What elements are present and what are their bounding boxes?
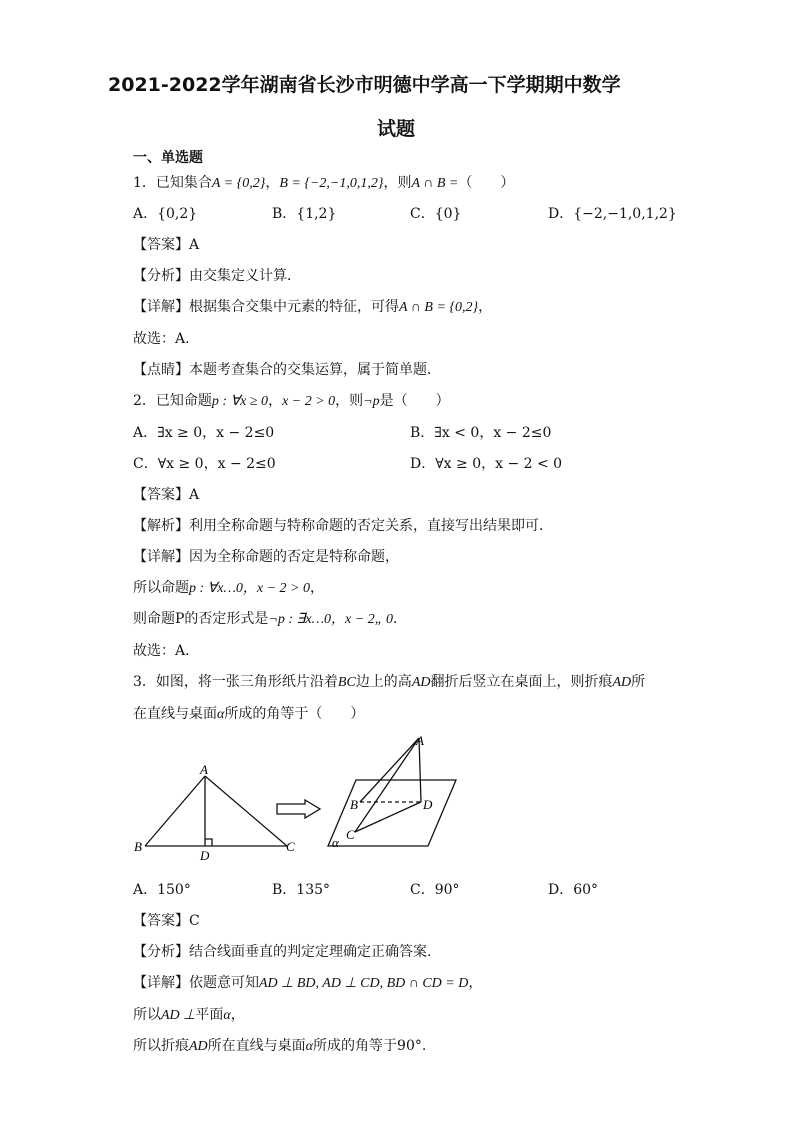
- q3-figure: [130, 730, 470, 865]
- right-angle-mark: [205, 839, 212, 846]
- folded-edge-ab: [360, 738, 419, 802]
- transform-arrow-icon: [277, 800, 320, 818]
- q2-analysis: 【解析】利用全称命题与特称命题的否定关系，直接写出结果即可．: [133, 518, 553, 534]
- q3-detail: 【详解】依题意可知AD ⊥ BD, AD ⊥ CD, BD ∩ CD = D，: [133, 975, 483, 991]
- q3-option-c: C．90°: [410, 882, 460, 898]
- label-b-right: B: [350, 797, 358, 812]
- label-c-right: C: [346, 827, 355, 842]
- q3-stem-line2: 在直线与桌面α所成的角等于（ ）: [133, 706, 365, 722]
- label-b-left: B: [134, 839, 142, 854]
- section-heading: 一、单选题: [133, 150, 203, 166]
- label-a-left: A: [200, 762, 208, 777]
- triangle-edge-ac: [205, 776, 287, 846]
- q1-conclusion: 故选：A.: [133, 331, 190, 347]
- q1-comment: 【点睛】本题考查集合的交集运算，属于简单题．: [133, 362, 441, 378]
- q2-option-c: C．∀x ≥ 0，x − 2≤0: [133, 456, 276, 472]
- label-c-left: C: [286, 839, 295, 854]
- q2-stem: 2．已知命题p : ∀x ≥ 0，x − 2 > 0，则¬p是（ ）: [133, 393, 450, 409]
- q3-stem-line1: 3．如图，将一张三角形纸片沿着BC边上的高AD翻折后竖立在桌面上，则折痕AD所: [133, 674, 646, 690]
- q2-detail-line2: 则命题P的否定形式是¬p : ∃x…0，x − 2„ 0．: [133, 611, 407, 627]
- q1-option-b: B．{1,2}: [272, 206, 337, 222]
- page-title-line1: 2021-2022学年湖南省长沙市明德中学高一下学期期中数学: [108, 74, 621, 96]
- label-a-right: A: [416, 733, 424, 748]
- q1-stem: 1．已知集合A = {0,2}，B = {−2,−1,0,1,2}，则A ∩ B =（ ）: [133, 175, 515, 191]
- label-alpha: α: [332, 835, 339, 850]
- q2-option-b: B．∃x < 0，x − 2≤0: [410, 425, 552, 441]
- q2-option-a: A．∃x ≥ 0，x − 2≤0: [133, 425, 275, 441]
- q3-answer: 【答案】C: [133, 913, 200, 929]
- q3-analysis: 【分析】结合线面垂直的判定定理确定正确答案.: [133, 944, 432, 960]
- q2-conclusion: 故选：A．: [133, 643, 200, 659]
- page-title-line2: 试题: [377, 118, 416, 140]
- q3-detail-line2: 所以折痕AD所在直线与桌面α所成的角等于90°.: [133, 1038, 427, 1054]
- q2-answer: 【答案】A: [133, 487, 200, 503]
- q1-detail: 【详解】根据集合交集中元素的特征，可得A ∩ B = {0,2}，: [133, 299, 493, 315]
- q2-detail-line1: 所以命题p : ∀x…0，x − 2 > 0，: [133, 580, 325, 596]
- q1-analysis: 【分析】由交集定义计算．: [133, 268, 301, 284]
- label-d-right: D: [423, 797, 433, 812]
- triangle-edge-ab: [145, 776, 205, 846]
- q3-detail-line1: 所以AD ⊥平面α，: [133, 1007, 245, 1023]
- q3-option-d: D．60°: [548, 882, 599, 898]
- q1-option-d: D．{−2,−1,0,1,2}: [548, 206, 677, 222]
- q1-option-c: C．{0}: [410, 206, 462, 222]
- q1-option-a: A．{0,2}: [133, 206, 198, 222]
- q1-answer: 【答案】A: [133, 237, 200, 253]
- q3-option-b: B．135°: [272, 882, 331, 898]
- label-d-left: D: [200, 848, 210, 863]
- q2-option-d: D．∀x ≥ 0，x − 2 < 0: [410, 456, 563, 472]
- q3-option-a: A．150°: [133, 882, 191, 898]
- q2-detail: 【详解】因为全称命题的否定是特称命题，: [133, 549, 399, 565]
